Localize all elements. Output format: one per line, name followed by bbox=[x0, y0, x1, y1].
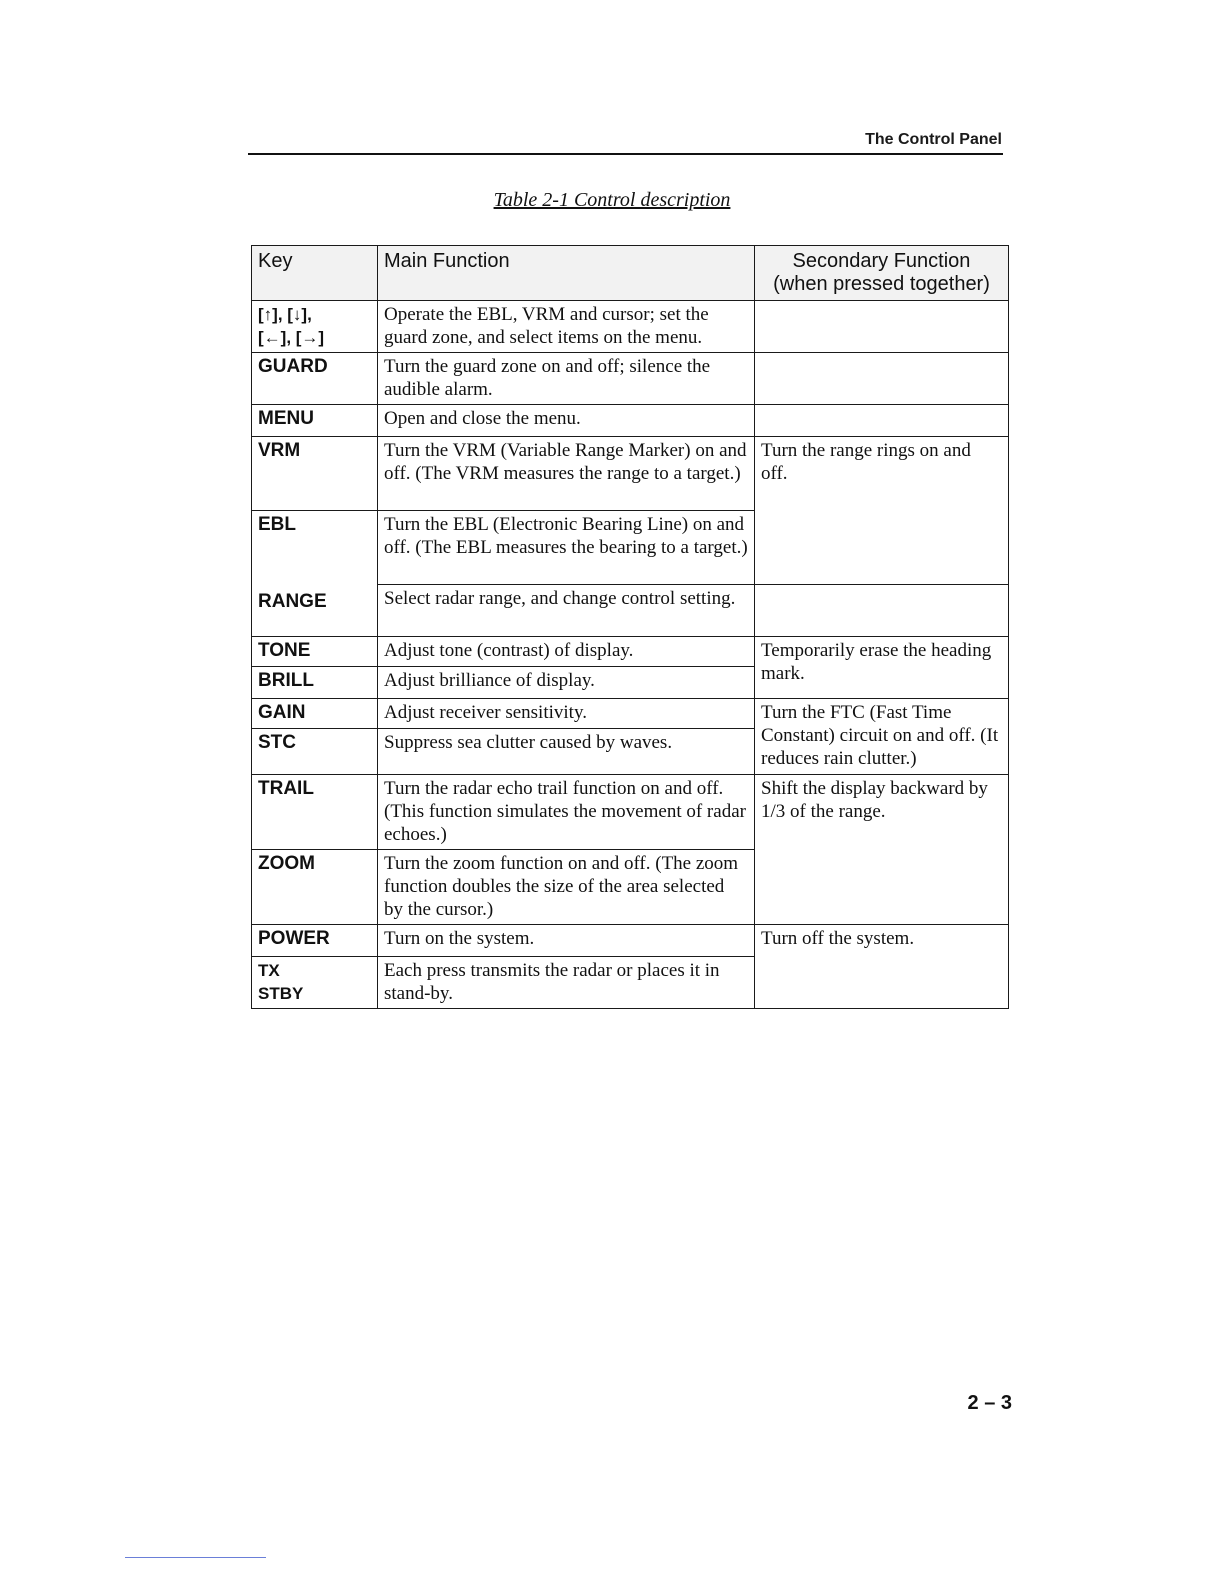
secondary-function-range bbox=[755, 585, 1009, 637]
key-cell-trail: TRAIL bbox=[252, 775, 378, 850]
key-cell-power: POWER bbox=[252, 925, 378, 957]
key-ebl: EBL bbox=[258, 514, 296, 535]
key-cell-guard: GUARD bbox=[252, 353, 378, 405]
secondary-function-vrm-ebl: Turn the range rings on and off. bbox=[755, 437, 1009, 585]
table-row-menu bbox=[252, 405, 1009, 437]
secondary-header-line2: (when pressed together) bbox=[773, 273, 990, 295]
main-function-zoom: Turn the zoom function on and off. (The zoom function doubles the size of the area selected by the cursor.) bbox=[378, 850, 755, 925]
arrow-keys-line2: [←], [→] bbox=[258, 328, 325, 347]
main-function-tx: Each press transmits the radar or places it in stand-by. bbox=[378, 957, 755, 1009]
key-cell-gain: GAIN bbox=[252, 699, 378, 729]
key-cell-vrm: VRM bbox=[252, 437, 378, 511]
table-row-guard bbox=[252, 353, 1009, 405]
main-function-brill: Adjust brilliance of display. bbox=[378, 667, 755, 699]
table-row-trail bbox=[252, 775, 1009, 850]
column-header-secondary-function bbox=[755, 246, 1009, 301]
key-stby: STBY bbox=[258, 984, 304, 1003]
key-cell-tone: TONE bbox=[252, 637, 378, 667]
main-function-stc: Suppress sea clutter caused by waves. bbox=[378, 729, 755, 775]
secondary-function-guard bbox=[755, 353, 1009, 405]
secondary-function-arrows bbox=[755, 301, 1009, 353]
key-cell-tx-stby bbox=[252, 957, 378, 1009]
key-cell-stc: STC bbox=[252, 729, 378, 775]
key-cell-ebl-range bbox=[252, 511, 378, 637]
key-cell-menu: MENU bbox=[252, 405, 378, 437]
header-rule bbox=[248, 153, 1003, 155]
footer-rule bbox=[125, 1557, 266, 1558]
running-header: The Control Panel bbox=[865, 131, 1002, 148]
page-number: 2 – 3 bbox=[967, 1392, 1012, 1414]
column-header-key: Key bbox=[252, 246, 378, 301]
main-function-power: Turn on the system. bbox=[378, 925, 755, 957]
table-row-vrm bbox=[252, 437, 1009, 511]
key-cell-zoom: ZOOM bbox=[252, 850, 378, 925]
main-function-gain: Adjust receiver sensitivity. bbox=[378, 699, 755, 729]
main-function-arrows: Operate the EBL, VRM and cursor; set the guard zone, and select items on the menu. bbox=[378, 301, 755, 353]
main-function-menu: Open and close the menu. bbox=[378, 405, 755, 437]
secondary-function-trail-zoom: Shift the display backward by 1/3 of the range. bbox=[755, 775, 1009, 925]
key-cell-arrows bbox=[252, 301, 378, 353]
key-tx: TX bbox=[258, 961, 280, 980]
table-row-gain bbox=[252, 699, 1009, 729]
main-function-range: Select radar range, and change control setting. bbox=[378, 585, 755, 637]
table-header-row bbox=[252, 246, 1009, 301]
table-caption bbox=[0, 189, 1224, 212]
secondary-header-line1: Secondary Function bbox=[792, 250, 971, 272]
key-cell-brill: BRILL bbox=[252, 667, 378, 699]
table-caption-text: Table 2-1 Control description bbox=[493, 189, 731, 211]
main-function-guard: Turn the guard zone on and off; silence the audible alarm. bbox=[378, 353, 755, 405]
secondary-function-gain-stc: Turn the FTC (Fast Time Constant) circuit on and off. (It reduces rain clutter.) bbox=[755, 699, 1009, 775]
secondary-function-menu bbox=[755, 405, 1009, 437]
main-function-tone: Adjust tone (contrast) of display. bbox=[378, 637, 755, 667]
table-row-arrows bbox=[252, 301, 1009, 353]
table-row-tone bbox=[252, 637, 1009, 667]
key-range: RANGE bbox=[258, 591, 327, 612]
arrow-keys-line1: [↑], [↓], bbox=[258, 305, 312, 324]
main-function-ebl: Turn the EBL (Electronic Bearing Line) on and off. (The EBL measures the bearing to a target.) bbox=[378, 511, 755, 585]
secondary-function-tone-brill: Temporarily erase the heading mark. bbox=[755, 637, 1009, 699]
main-function-trail: Turn the radar echo trail function on and off. (This function simulates the movement of radar echoes.) bbox=[378, 775, 755, 850]
control-description-table bbox=[251, 245, 1009, 1009]
main-function-vrm: Turn the VRM (Variable Range Marker) on and off. (The VRM measures the range to a target.) bbox=[378, 437, 755, 511]
secondary-function-power-tx: Turn off the system. bbox=[755, 925, 1009, 1009]
column-header-main-function: Main Function bbox=[378, 246, 755, 301]
table-row-power bbox=[252, 925, 1009, 957]
